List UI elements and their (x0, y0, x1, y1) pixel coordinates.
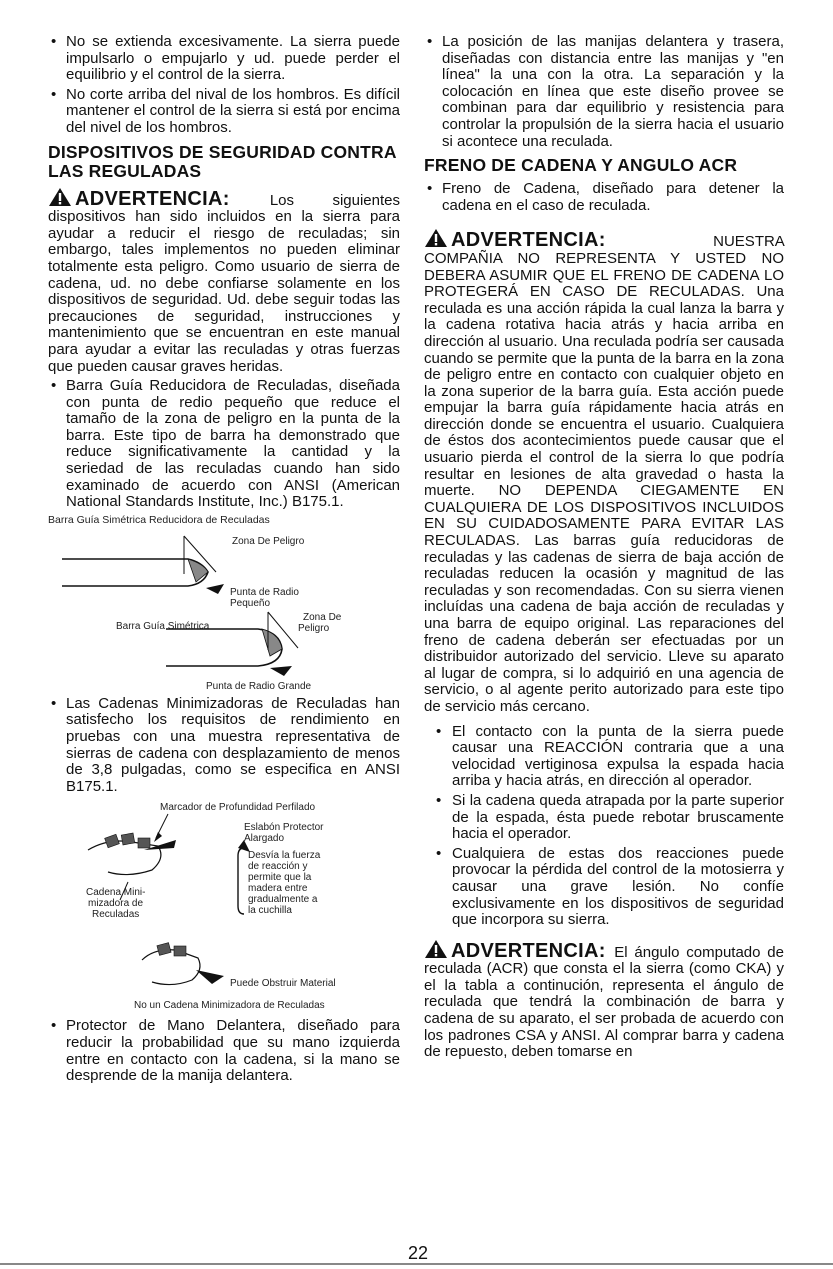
warning-icon (48, 187, 72, 207)
page-number: 22 (408, 1243, 429, 1263)
warning-icon (424, 939, 448, 959)
label-barra-simetrica: Barra Guía Simétrica (116, 620, 210, 632)
warning-heading (424, 940, 614, 962)
warning-caps: COMPAÑIA NO REPRESENTA Y USTED NO DEBERA ASUMIR QUE EL FRENO DE CADENA LO PROTEGERÁ EN CASO DE RECULADAS. (424, 249, 784, 301)
label-marcador: Marcador de Profundidad Perfilado (160, 802, 316, 814)
warning-label: ADVERTENCIA: (75, 187, 230, 210)
warning-block-acr (424, 939, 784, 1061)
bullet-list-freno (424, 181, 784, 214)
warning-icon (424, 228, 448, 248)
warning-block (48, 187, 400, 376)
label-desvia-1: Desvía la fuerza (248, 850, 321, 862)
label-desvia-3: permite que la (248, 872, 312, 884)
bullet-list-cadenas (48, 696, 400, 796)
label-desvia-2: de reacción y (248, 861, 308, 873)
list-item: • La posición de las manijas delantera y trasera, diseñadas con distancia entre las manijas y "en línea" la una con la otra. La separación y la colocación en línea que este diseño provee se combinan para dar equilibrio y resistencia para controlar la propulsión de la sierra hacia el usuario si acontece una reculada. (424, 34, 784, 150)
bullet-list-posicion (424, 34, 784, 150)
label-eslabon-1: Eslabón Protector (244, 822, 324, 834)
warning-heading (424, 229, 673, 251)
label-peligro: Peligro (298, 622, 330, 634)
section-heading-dispositivos: DISPOSITIVOS DE SEGURIDAD CONTRA LAS REGULADAS (48, 141, 397, 181)
list-item: • No corte arriba del nival de los hombros. Es difícil mantener el control de la sierra si está por encima del nivel de los hombros. (48, 87, 400, 137)
label-cadena-3: Reculadas (92, 909, 140, 921)
list-item: • Si la cadena queda atrapada por la parte superior de la espada, ésta puede rebotar bruscamente hacia el operador. (424, 793, 784, 843)
bullet-list-top (48, 34, 400, 137)
label-desvia-6: la cuchilla (248, 905, 292, 917)
label-punta-grande: Punta de Radio Grande (206, 680, 312, 692)
warning-label: ADVERTENCIA: (451, 939, 606, 962)
label-desvia-4: madera entre (248, 883, 308, 895)
warning-text: El ángulo computado de reculada (ACR) que consta el la sierra (como CKA) y el la tabla a continución, representa el ángulo de reculada que tendrá la combinación de barra y cadena de su aparato, el ser probada de acuerdo con los padrones CSA y ANSI. Al comprar barra y cadena de repuesto, deben tomarse en (424, 943, 784, 1061)
label-zona-de: Zona De (303, 611, 342, 623)
list-item: • Barra Guía Reducidora de Reculadas, diseñada con punta de redio pequeño que reduce el tamaño de la zona de peligro en la punta de la barra. Este tipo de barra ha demonstrado que reduce significativamente la cantidad y la seriedad de las reculadas cuando han sido examinado de acuerdo con ANSI (American National Standards Institute, Inc.) B175.1. (48, 378, 400, 511)
list-item: • Protector de Mano Delantera, diseñado para reducir la probabilidad que su mano izquierda entre en contacto con la cadena, si la mano se desprende de la manija delantera. (48, 1018, 400, 1084)
sub-bullet-list (424, 724, 784, 929)
label-punta-pequeno-1: Punta de Radio (230, 586, 299, 598)
label-cadena-1: Cadena Mini- (86, 887, 146, 899)
figure-bar-types (48, 514, 400, 696)
right-column (424, 34, 784, 1061)
label-desvia-5: gradualmente a (248, 894, 318, 906)
bottom-divider (0, 1263, 833, 1265)
list-item: • Freno de Cadena, diseñado para detener la cadena en el caso de reculada. (424, 181, 784, 214)
label-cadena-2: mizadora de (88, 898, 144, 910)
warning-text: Los siguientes dispositivos han sido incluidos en la sierra para ayudar a reducir el riesgo de reculadas; sin embargo, tales implementos no pueden eliminar totalmente esta peligro. Como usuario de sierra de cadena, ud. no debe confiarse solamente en los dispositivos de seguridad. Ud. debe seguir todas las precauciones de seguridad, instrucciones y mantenimiento que se encuentran en este manual para ayudar a evitar las reculadas y otras fuerzas que pueden causar graves heridas. (48, 191, 400, 375)
warning-lead: NUESTRA (713, 233, 784, 251)
list-item: • El contacto con la punta de la sierra puede causar una REACCIÓN contraria que a una velocidad vertiginosa expulsa la espada hacia arriba y hacia atrás, en dirección al operador. (424, 724, 784, 790)
label-eslabon-2: Alargado (244, 833, 285, 845)
label-obstruir: Puede Obstruir Material (230, 978, 336, 990)
bullet-list-protector (48, 1018, 400, 1084)
label-no-un: No un Cadena Minimizadora de Reculadas (134, 1000, 325, 1012)
warning-block-freno (424, 228, 784, 715)
label-zona-peligro: Zona De Peligro (232, 535, 305, 547)
warning-label: ADVERTENCIA: (451, 229, 606, 252)
warning-heading (48, 188, 270, 210)
section-heading-freno: FRENO DE CADENA Y ANGULO ACR (424, 155, 738, 176)
left-column (48, 34, 400, 1088)
bullet-list-bar (48, 378, 400, 511)
warning-body-2: Las barras guía reducidoras de reculadas y las cadenas de sierra de baja acción de reculadas reducen la ocasión y magnitud de las reculadas y son recomendadas. Con su sierra vienen incluídas una cadena de baja acción de reculadas y una barra de equipo original. Las reparaciones del freno de cadena deberán ser efectuadas por un distribuidor autorizado del servicio. Lleve su aparato al lugar de compra, si lo adquirió en una agencia de servicio, o al agente perito autorizado para este tipo de servicio más cercano. (424, 532, 784, 715)
warning-body-1: Una reculada es una acción rápida la cual lanza la barra y la cadena rotativa hacia atrás y hacia arriba en dirección al usuario. Una reculada podría ser causada cuando se permite que la punta de la barra en la zona de peligro entre en contacto con cualquier objeto en la zona superior de la barra guía. Esta acción puede empujar la barra guía rápidamente hacia atrás en dirección donde se encuentra el usuario. Cualquiera de éstos dos acontecimientos puede causar que el usuario pierda el control de la sierra lo que podría resultar en lesiones de alta gravedad o hasta la muerte. (424, 283, 784, 500)
list-item: • Cualquiera de estas dos reacciones puede provocar la pérdida del control de la motosierra y causar una grave lesión. No confíe exclusivamente en los dispositivos de seguridad que incorpora su sierra. (424, 846, 784, 929)
figure-chain-types (48, 798, 400, 1014)
list-item: • Las Cadenas Minimizadoras de Reculadas han satisfecho los requisitos de rendimiento en pruebas con una muestra representativa de sierras de cadena con desplazamiento de menos de 3,8 pulgadas, como se especifica en ANSI B175.1. (48, 696, 400, 796)
list-item: • No se extienda excesivamente. La sierra puede impulsarlo o empujarlo y ud. puede perder el equilibrio y el control de la sierra. (48, 34, 400, 84)
figure-title: Barra Guía Simétrica Reducidora de Reculadas (48, 513, 270, 526)
bar-diagram (48, 514, 400, 696)
warning-caps-2: NO DEPENDA CIEGAMENTE EN CUALQUIERA DE LOS DISPOSITIVOS INCLUIDOS EN SU CUIDADOSAMENTE PARA EVITAR LAS RECULADAS. (424, 482, 784, 550)
label-punta-pequeno-2: Pequeño (230, 597, 271, 609)
